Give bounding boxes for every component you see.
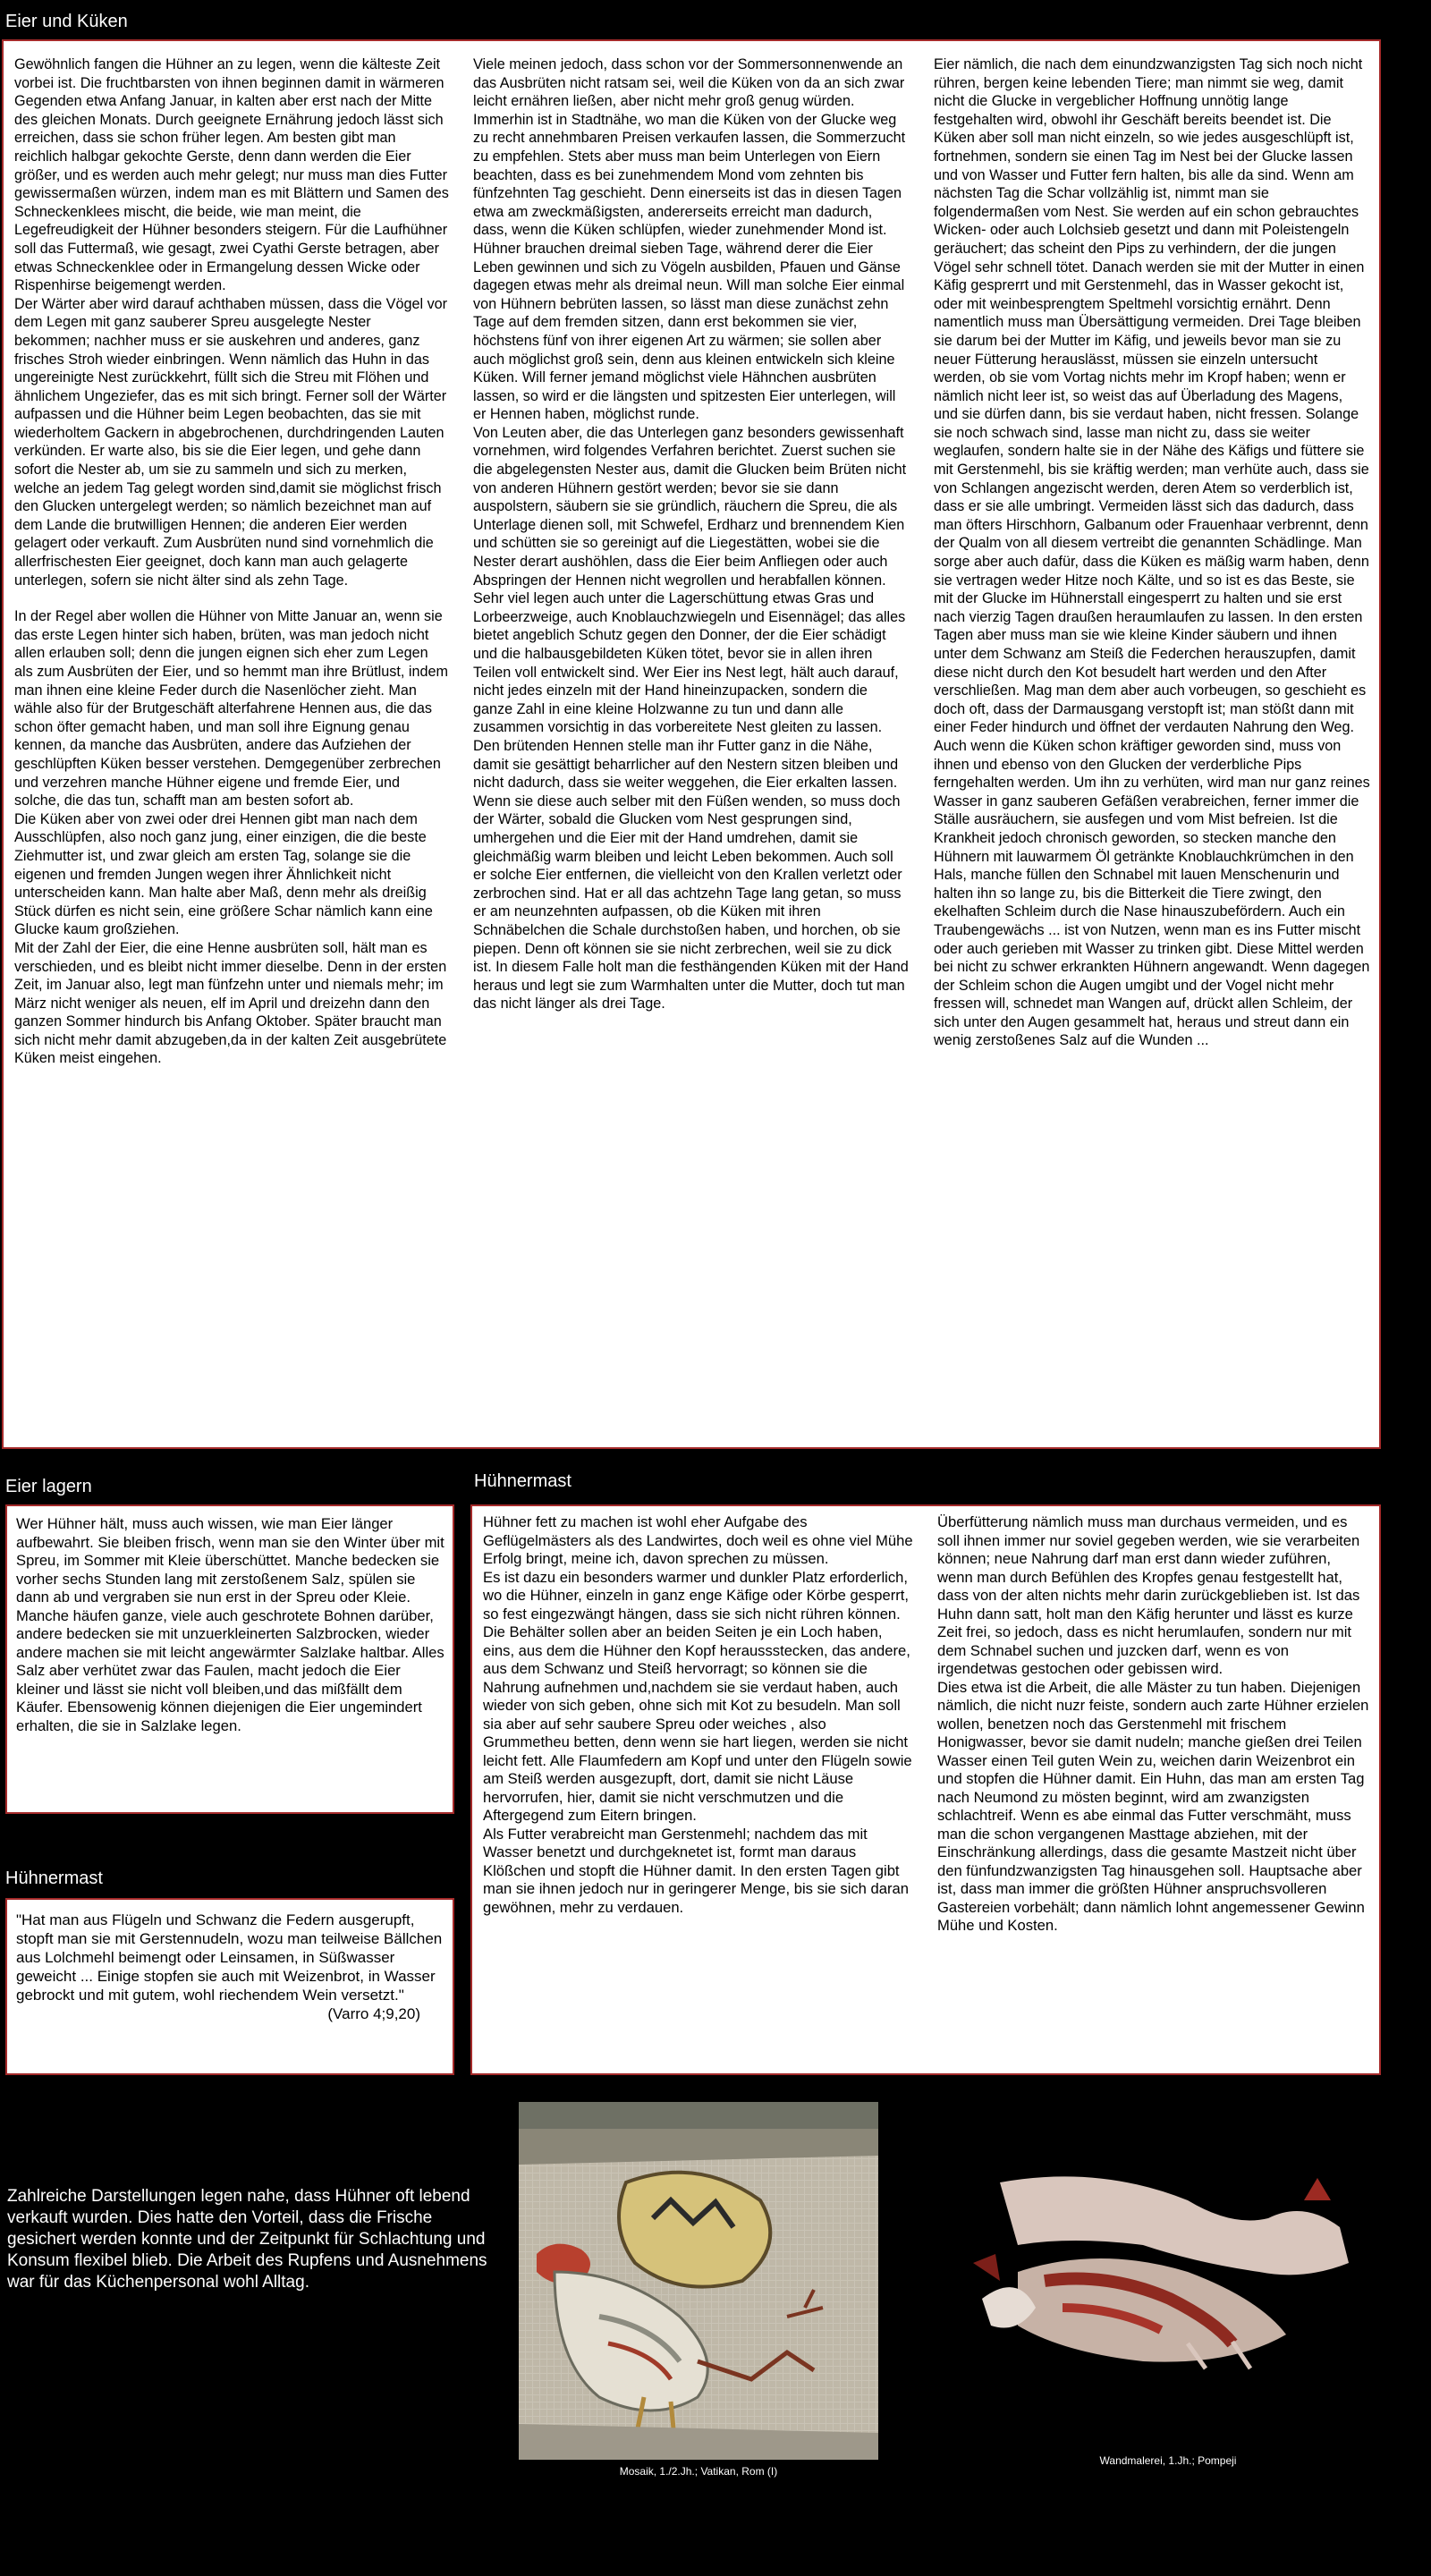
paragraph: Viele meinen jedoch, dass schon vor der Sommersonnenwende an das Ausbrüten nicht ratsam sei, weil die Küken von da an sich zwar leicht ernähren ließen, aber nicht mehr groß genug würden. Immerhin ist in Stadtnähe, wo man die Küken von der Glucke weg zu recht annehmbaren Preisen verkaufen lassen, die Sommerzucht zu empfehlen. Stets aber muss man beim Unterlegen von Eiern beachten, dass es bei zunehmendem Mond vom zehnten bis fünfzehnten Tag geschieht. Denn einerseits ist das in diesen Tagen etwa am zweckmäßigsten, andererseits erreicht man dadurch, dass, wenn die Küken schlüpfen, wieder zunehmender Mond ist. bbox=[473, 56, 906, 239]
huehnermast-box bbox=[470, 1504, 1381, 2075]
paragraph: Auch wenn die Küken schon kräftiger geworden sind, muss von ihnen und ebenso von den Glucken der verderbliche Pips ferngehalten werden. Um ihn zu verhüten, wird man nur ganz reines Wasser in ganz sauberen Gefäßen verabreichen, ferner immer die Ställe ausräuchern, sie ausfegen und vom Mist befreien. Ist die Krankheit jedoch chronisch geworden, so stecken manche den Hühnern mit lauwarmem Öl getränkte Knoblauchkrümchen in den Hals, manche füllen den Schnabel mit lauen Menschenurin und halten ihn so lange zu, bis die Bitterkeit die Tiere zwingt, den ekelhaften Schleim durch die Nase hinauszubefördern. Auch ein Traubengewächs ... ist von Nutzen, wenn man es ins Futter mischt oder auch gerieben mit Wasser zu trinken gibt. Diese Mittel werden bei nicht zu schwer erkrankten Hühnern angewandt. Wenn dagegen der Schleim schon die Augen umgibt und der Vogel nicht mehr fressen will, schnedet man Wangen auf, drückt allen Schleim, der sich unter den Augen gesammelt hat, heraus und streut dann ein wenig zerstoßenes Salz auf die Wunden ... bbox=[934, 737, 1370, 1049]
bottom-description: Zahlreiche Darstellungen legen nahe, dass Hühner oft lebend verkauft wurden. Dies hatte den Vorteil, dass die Frische gesichert werden konnte und der Zeitpunkt für Schlachtung und Konsum flexibel blieb. Die Arbeit des Rupfens und Ausnehmens war für das Küchenpersonal wohl Alltag. bbox=[7, 2187, 487, 2292]
paragraph: Hühner brauchen dreimal sieben Tage, während derer die Eier Leben gewinnen und sich zu Vögeln ausbilden, Pfauen und Gänse dagegen etwas mehr als dreimal neun. Will man solche Eier einmal von Hühnern bebrüten lassen, so lässt man diese zunächst zehn Tage auf dem fremden sitzen, dann erst bekommen sie vier, höchstens fünf von ihrer eigenen Art zu wärmen; sie sollen aber auch möglichst groß sein, denn aus kleinen entwickeln sich kleine Küken. Will ferner jemand möglichst viele Hähnchen ausbrüten lassen, so wird er die längsten und spitzesten Eier unterlegen, will er Hennen haben, möglichst runde. bbox=[473, 240, 905, 423]
section-title-huehnermast: Hühnermast bbox=[474, 1471, 572, 1491]
quote-text: "Hat man aus Flügeln und Schwanz die Federn ausgerupft, stopft man sie mit Gerstennudeln, wozu man teilweise Bällchen aus Lolchmehl beimengt oder Leinsamen, in Süßwasser geweicht ... Einige stopfen sie auch mit Weizenbrot, in Wasser gebrockt und mit gutem, wohl riechendem Wein versetzt." bbox=[16, 1911, 443, 2004]
paragraph: In der Regel aber wollen die Hühner von Mitte Januar an, wenn sie das erste Legen hinter sich haben, brüten, was man jedoch nicht allen erlauben soll; denn die jungen eignen sich eher zum Legen als zum Ausbrüten der Eier, und so hemmt man ihre Brütlust, indem man ihnen eine kleine Feder durch die Nasenlöcher zieht. Man wähle also für der Brutgeschäft alterfahrene Hennen aus, die das schon öfter gemacht haben, und man soll ihre Eignung genau kennen, da manche das Ausbrüten, andere das Aufziehen der geschlüpften Küken besser verstehen. Demgegenüber zerbrechen und verzehren manche Hühner eigene und fremde Eier, und solche, die das tun, schafft man am besten sofort ab. bbox=[14, 608, 448, 809]
paragraph: Als Futter verabreicht man Gerstenmehl; nachdem das mit Wasser benetzt und durchgeknetet ist, formt man daraus Klößchen und stopft die Hühner damit. In den ersten Tagen gibt man sie ihnen jedoch nur in geringerer Menge, bis sie sich daran gewöhnen, mehr zu verdauen. bbox=[483, 1825, 909, 1916]
mosaic-image bbox=[519, 2102, 878, 2460]
paragraph: Der Wärter aber wird darauf achthaben müssen, dass die Vögel vor dem Legen mit ganz sauberer Spreu ausgelegte Nester bekommen; nachher muss er sie auskehren und anderes, ganz frisches Stroh wieder einbringen. Wenn nämlich das Huhn in das ungereinigte Nest zurückkehrt, füllt sich die Streu mit Flöhen und ähnlichem Ungeziefer, das es mit sich bringt. Ferner soll der Wärter aufpassen und die Hühner beim Legen beobachten, das sie mit wiederholtem Gackern in abgebrochenen, durchdringenden Lauten verkünden. Er warte also, bis sie die Eier legen, und gehe dann sofort die Nester ab, um sie zu sammeln und sich zu merken, welche an jedem Tag gelegt worden sind,damit sie möglichst frisch den Glucken untergelegt werden; so nämlich bezeichnet man auf dem Lande die brutwilligen Hennen; die anderen Eier werden gelagert oder verkauft. Zum Ausbrüten nund sind vornehmlich die allerfrischesten Eier geeignet, doch kann man auch gelagerte unterlegen, sofern sie nicht älter sind als zehn Tage. bbox=[14, 295, 448, 589]
mosaic-caption: Mosaik, 1./2.Jh.; Vatikan, Rom (I) bbox=[619, 2465, 778, 2478]
paragraph: Dies etwa ist die Arbeit, die alle Mäster zu tun haben. Diejenigen nämlich, die nicht nuzr feiste, sondern auch zarte Hühner erzielen wollen, benetzen noch das Gerstenmehl mit frischem Honigwasser, bevor sie damit nudeln; manche gießen drei Teilen Wasser einen Teil guten Wein zu, weichen darin Weizenbrot ein und stopfen die Hühner damit. Ein Huhn, das man am ersten Tag nach Neumond zu mösten beginnt, wird am zwanzigsten schlachtreif. Wenn es abe einmal das Futter verschmäht, muss man die schon vergangenen Masttage abziehen, mit der Einschränkung allerdings, dass die gesamte Mastzeit nicht über den fünfundzwanzigsten Tag hinausgehen soll. Hauptsache aber ist, dass man immer die größten Hühner anspruchsvolleren Gastereien vorbehält; dann nämlich lohnt angemessener Gewinn Mühe und Kosten. bbox=[937, 1678, 1369, 1934]
paragraph: Von Leuten aber, die das Unterlegen ganz besonders gewissenhaft vornehmen, wird folgendes Verfahren berichtet. Zuerst suchen sie die abgelegensten Nester aus, damit die Glucken beim Brüten nicht von anderen Hühnern gestört werden; bevor sie sie dann auspolstern, säubern sie sie gründlich, räuchern die Spreu, die als Unterlage dienen soll, mit Schwefel, Erdharz und brennendem Kien und schütten sie so gereinigt auf die Liegestätten, wobei sie die Nester derart aushöhlen, dass die Eier beim Anfliegen oder auch Abspringen der Hennen nicht wegrollen und herabfallen können. Sehr viel legen auch unter die Lagerschüttung etwas Gras und Lorbeerzweige, auch Knoblauchzwiegeln und Eisennägel; das alles bietet angeblich Schutz gegen den Donner, der die Eier schädigt und die halbausgebildeten Küken tötet, bevor sie in allen ihren Teilen voll entwickelt sind. Wer Eier ins Nest legt, hält auch darauf, nicht jedes einzeln mit der Hand hineinzupacken, sondern die ganze Zahl in eine kleine Holzwanne zu tun und dann alle zusammen vorsichtig in das vorbereitete Nest gleiten zu lassen. bbox=[473, 424, 907, 736]
eier-kueken-column-2 bbox=[473, 55, 910, 1438]
eier-lagern-column bbox=[16, 1515, 447, 1803]
wall-painting-image bbox=[964, 2165, 1372, 2372]
paragraph: Gewöhnlich fangen die Hühner an zu legen, wenn die kälteste Zeit vorbei ist. Die fruchtbarsten von ihnen beginnen damit in wärmeren Gegenden etwa Anfang Januar, in kalten aber erst nach der Mitte des gleichen Monats. Durch geeignete Ernährung jedoch lässt sich erreichen, dass sie schon früher legen. Am besten gibt man reichlich halbgar gekochte Gerste, denn dann werden die Eier größer, und es werden auch mehr gelegt; nur muss man dies Futter gewissermaßen würzen, indem man es mit Blättern und Samen des Schneckenklees mischt, die beide, wie man meint, die Legefreudigkeit der Hühner besonders steigern. Für die Laufhühner soll das Futtermaß, wie gesagt, zwei Cyathi Gerste betragen, aber etwas Schneckenklee oder in Ermangelung dessen Wicke oder Rispenhirse beigemengt werden. bbox=[14, 56, 449, 294]
paragraph: Wer Hühner hält, muss auch wissen, wie man Eier länger aufbewahrt. Sie bleiben frisch, wenn man sie den Winter über mit Spreu, im Sommer mit Kleie überschüttet. Manche bedecken sie vorher sechs Stunden lang mit zerstoßenem Salz, spülen sie dann ab und vergraben sie nun erst in der Spreu oder Kleie. Manche häufen ganze, viele auch geschrotete Bohnen darüber, andere bedecken sie mit unzuerkleinerten Salzbrocken, wieder andere machen sie mit leicht angewärmter Salzlake haltbar. Alles Salz aber verhütet zwar das Faulen, macht jedoch die Eier kleiner und lässt sie nicht voll bleiben,und das mißfällt dem Käufer. Ebensowenig können diejenigen die Eier ungemindert erhalten, die sie in Salzlake legen. bbox=[16, 1515, 445, 1734]
paragraph: Mit der Zahl der Eier, die eine Henne ausbrüten soll, hält man es verschieden, und es bleibt nicht immer dieselbe. Denn in der ersten Zeit, im Januar also, legt man fünfzehn unter und niemals mehr; im März nicht weniger als neuen, elf im April und dreizehn dann den ganzen Sommer hindurch bis Anfang Oktober. Später braucht man sich nicht mehr damit abzugeben,da in der kalten Zeit ausgebrütete Küken meist eingehen. bbox=[14, 939, 447, 1067]
paragraph: Hühner fett zu machen ist wohl eher Aufgabe des Geflügelmästers als des Landwirtes, doch weil es ohne viel Mühe Erfolg bringt, meine ich, davon sprechen zu müssen. bbox=[483, 1513, 913, 1567]
eier-kueken-column-3 bbox=[934, 55, 1370, 1438]
huehnermast-column-2 bbox=[937, 1513, 1370, 2064]
quote-citation: (Varro 4;9,20) bbox=[327, 2005, 420, 2022]
paragraph: Eier nämlich, die nach dem einundzwanzigsten Tag sich noch nicht rühren, bergen keine lebenden Tiere; man nimmt sie weg, damit nicht die Glucke in vergeblicher Hoffnung unnötig lange festgehalten wird, obwohl ihr Geschäft bereits beendet ist. Die Küken aber soll man nicht einzeln, so wie jedes ausgeschlüpft ist, fortnehmen, sondern sie einen Tag im Nest bei der Glucke lassen und von Wasser und Futter fern halten, bis alle da sind. Wenn am nächsten Tag die Schar vollzählig ist, nimmt man sie folgendermaßen vom Nest. Sie werden auf ein schon gebrauchtes Wicken- oder auch Lolchsieb gesetzt und dann mit Poleistengeln geräuchert; das scheint den Pips zu verhindern, der die jungen Vögel sehr schnell tötet. Danach werden sie mit der Mutter in einen Käfig gesprerrt und mit Gerstenmehl, das in Wasser gekocht ist, oder mit weinbesprengtem Speltmehl vorsichtig ernährt. Denn namentlich muss man Übersättigung vermeiden. Drei Tage bleiben sie darum bei der Mutter im Käfig, und jeweils bevor man sie zu neuer Fütterung herauslässt, müssen sie einzeln untersucht werden, ob sie vom Vortag nichts mehr im Kropf haben; wenn er nämlich nicht leer ist, so weist das auf Überladung des Magens, und sie dürfen dann, bis sie verdaut haben, nicht fressen. Solange sie noch schwach sind, lasse man nicht zu, dass sie weiter weglaufen, sondern halte sie in der Nähe des Käfigs und füttere sie mit Gerstenmehl, bis sie kräftig werden; man verhüte auch, dass sie von Schlangen angezischt werden, deren Atem so verderblich ist, dass er sie alle umbringt. Vermeiden lässt sich das dadurch, dass man öfters Hirschhorn, Galbanum oder Frauenhaar verbrennt, denn der Qualm von all diesem vertreibt die genannten Schädlinge. Man sorge aber auch dafür, dass die Küken es mäßig warm haben, denn sie vertragen weder Hitze noch Kälte, und so ist es das Beste, sie mit der Glucke im Hühnerstall eingesperrt zu halten und sie erst nach vierzig Tagen draußen heraumlaufen zu lassen. In den ersten Tagen aber muss man sie wie kleine Kinder säubern und ihnen unter dem Schwanz am Steiß die Federchen herauszupfen, damit diese nicht durch den Kot besudelt hart werden und den After verschließen. Mag man dem aber auch vorbeugen, so geschieht es doch oft, dass der Darmausgang verstopft ist; man stößt dann mit einer Feder hindurch und öffnet der verdauten Nahrung den Weg. bbox=[934, 56, 1369, 736]
huehnermast-column-1 bbox=[483, 1513, 916, 2064]
paragraph: Die Küken aber von zwei oder drei Hennen gibt man nach dem Ausschlüpfen, also noch ganz jung, einer einzigen, die die beste Ziehmutter ist, und zwar gleich am ersten Tag, solange sie die eigenen und fremden Jungen wegen ihrer Ähnlichkeit nicht unterscheiden kann. Man halte aber Maß, denn mehr als dreißig Stück dürfen es nicht sein, eine größere Schar nämlich kann eine Glucke kaum großziehen. bbox=[14, 810, 433, 938]
eier-lagern-box bbox=[5, 1504, 454, 1814]
section-title-eier-und-kueken: Eier und Küken bbox=[5, 12, 128, 31]
paragraph: Es ist dazu ein besonders warmer und dunkler Platz erforderlich, wo die Hühner, einzeln in ganz enge Käfige oder Körbe gesperrt, so fest eingezwängt hängen, dass sie sich nicht rühren können. Die Behälter sollen aber an beiden Seiten je ein Loch haben, eins, aus dem die Hühner den Kopf heraussstecken, das andere, aus dem Schwanz und Steiß hervorragt; so können sie die Nahrung aufnehmen und,nachdem sie sie verdaut haben, auch wieder von sich geben, ohne sich mit Kot zu besudeln. Man soll sia aber auf sehr saubere Spreu oder weiches , also Grummetheu betten, denn wenn sie hart liegen, werden sie nicht leicht fett. Alle Flaumfedern am Kopf und unter den Flügeln sowie am Steiß werden ausgezupft, dort, damit sie nicht Läuse hervorrufen, hier, damit sie nicht verschmutzen und die Aftergegend zum Eitern bringen. bbox=[483, 1568, 912, 1824]
wall-painting-chicken-picture bbox=[964, 2165, 1372, 2372]
eier-und-kueken-box bbox=[2, 39, 1381, 1449]
section-title-eier-lagern: Eier lagern bbox=[5, 1477, 92, 1496]
huehnermast-quote-box bbox=[5, 1898, 454, 2075]
section-title-huehnermast-quote: Hühnermast bbox=[5, 1868, 103, 1888]
paragraph: Überfütterung nämlich muss man durchaus vermeiden, und es soll ihnen immer nur soviel gegeben werden, wie sie verarbeiten können; neue Nahrung darf man erst dann wieder zuführen, wenn man durch Befühlen des Kropfes genau festgestellt hat, dass von der alten nichts mehr darin zurückgeblieben ist. Ist das Huhn dann satt, holt man den Käfig herunter und lässt es kurze Zeit frei, so jedoch, dass es nicht herumlaufen, sondern nur mit dem Schnabel suchen und juzcken darf, wenn es von irgendetwas gestochen oder gebissen wird. bbox=[937, 1513, 1360, 1677]
eier-kueken-column-1 bbox=[14, 55, 449, 1438]
mosaic-chicken-picture bbox=[519, 2102, 878, 2460]
wall-painting-caption: Wandmalerei, 1.Jh.; Pompeji bbox=[1099, 2454, 1237, 2467]
huehnermast-quote-column bbox=[16, 1911, 444, 2064]
paragraph: Den brütenden Hennen stelle man ihr Futter ganz in die Nähe, damit sie gesättigt beharrlicher auf den Nestern sitzen bleiben und nicht dadurch, dass sie weiter weggehen, die Eier erkalten lassen. Wenn sie diese auch selber mit den Füßen wenden, so muss doch der Wärter, sobald die Glucken vom Nest gesprungen sind, umhergehen und die Eier mit der Hand umdrehen, damit sie gleichmäßig warm bleiben und leicht Leben bekommen. Auch soll er solche Eier entfernen, die vielleicht von den Krallen verletzt oder zerbrochen sind. Hat er all das achtzehn Tage lang getan, so muss er am neunzehnten aufpassen, ob die Küken mit ihren Schnäbelchen die Schale durchstoßen haben, und horchen, ob sie piepen. Denn oft können sie sie nicht zerbrechen, weil sie zu dick ist. In diesem Falle holt man die festhängenden Küken mit der Hand heraus und legt sie zum Warmhalten unter die Mutter, doch tut man das nicht länger als drei Tage. bbox=[473, 737, 909, 1013]
